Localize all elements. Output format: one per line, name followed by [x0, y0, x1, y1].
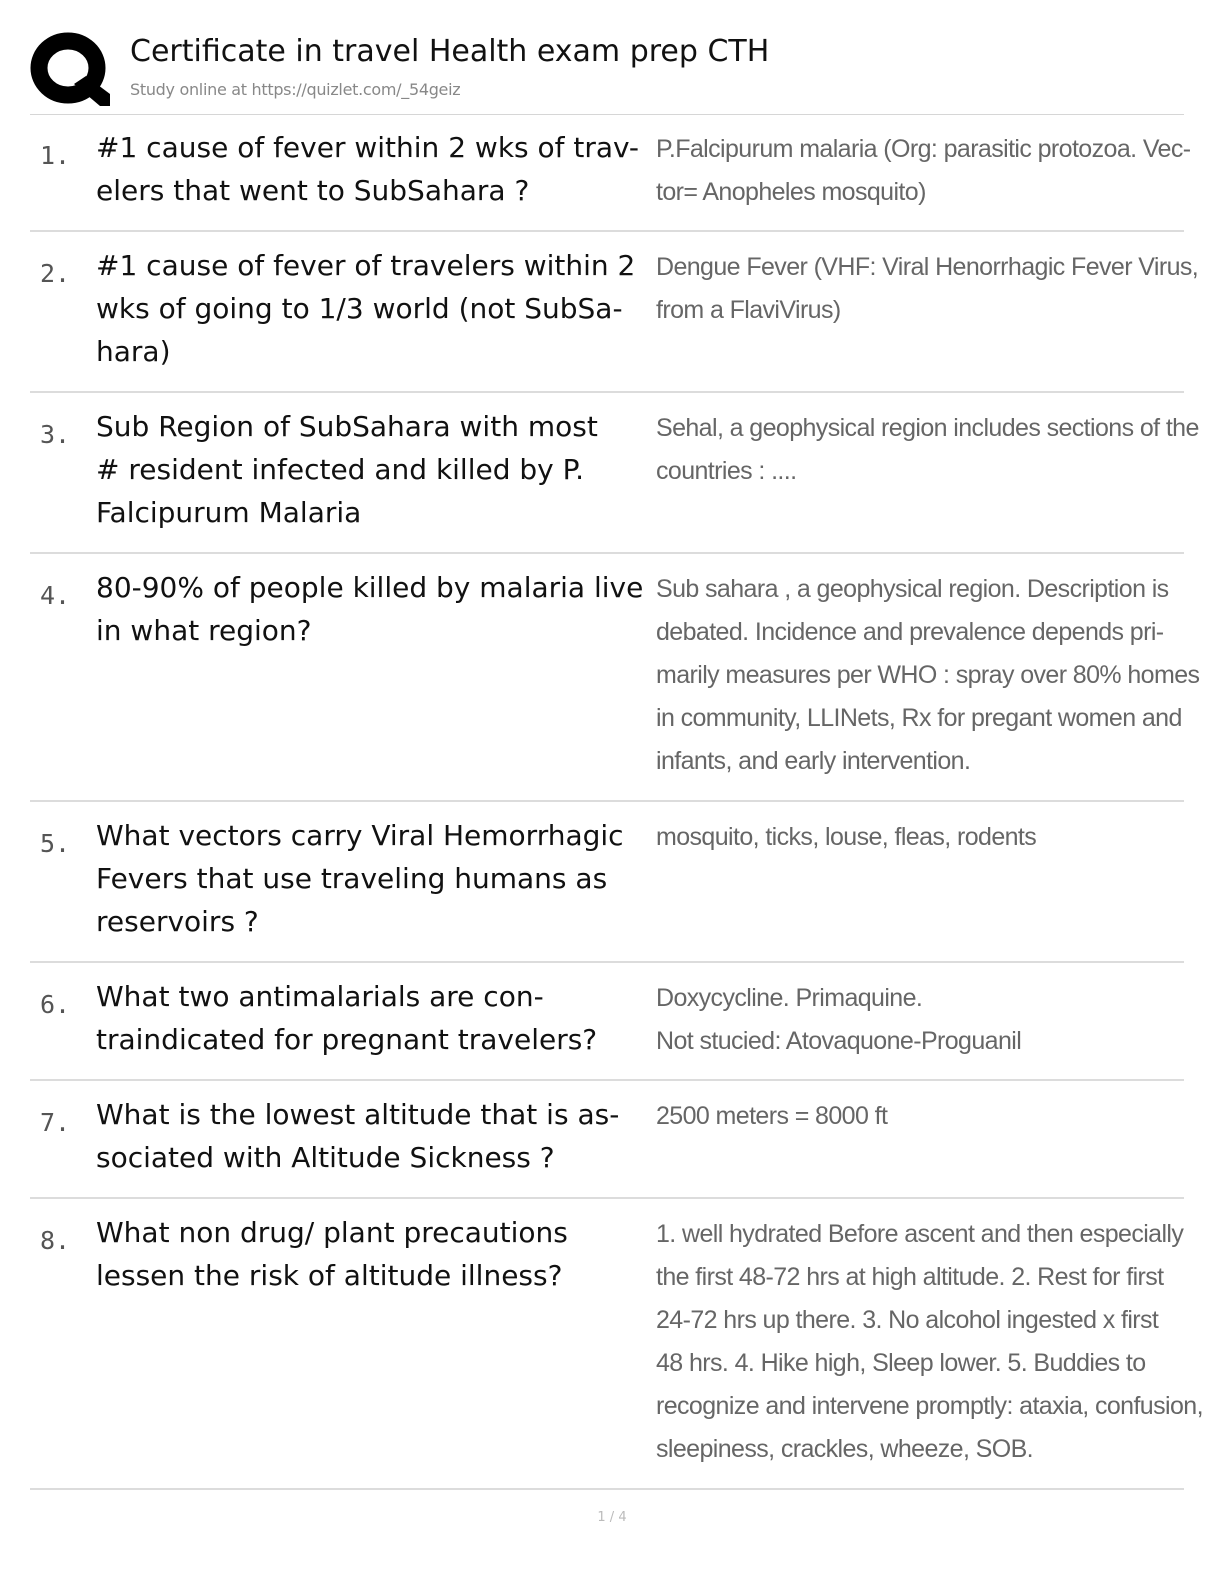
definition-line: infants, and early intervention.	[656, 747, 971, 775]
term-line: hara)	[96, 335, 171, 368]
term-line: Falcipurum Malaria	[96, 496, 362, 529]
term-line: traindicated for pregnant travelers?	[96, 1023, 598, 1056]
card-definition	[656, 816, 1176, 859]
card-number: 5.	[40, 829, 71, 858]
card-term	[96, 244, 652, 373]
term-line: What vectors carry Viral Hemorrhagic	[96, 819, 624, 852]
card-term	[96, 975, 652, 1061]
definition-line: 1. well hydrated Before ascent and then especially	[656, 1220, 1184, 1248]
definition-line: in community, LLINets, Rx for pregant women and	[656, 704, 1182, 732]
flashcard-row	[30, 1081, 1184, 1199]
card-number: 2.	[40, 259, 71, 288]
definition-line: countries : ....	[656, 457, 797, 485]
card-definition	[656, 1095, 1176, 1138]
term-line: reservoirs ?	[96, 905, 259, 938]
definition-line: tor= Anopheles mosquito)	[656, 178, 926, 206]
definition-line: Sub sahara , a geophysical region. Description is	[656, 575, 1169, 603]
card-definition	[656, 407, 1199, 493]
definition-line: sleepiness, crackles, wheeze, SOB.	[656, 1435, 1034, 1463]
flashcard-row	[30, 232, 1199, 393]
definition-line: Dengue Fever (VHF: Viral Henorrhagic Fever Virus,	[656, 253, 1199, 281]
definition-line: 24-72 hrs up there. 3. No alcohol ingested x first	[656, 1306, 1159, 1334]
card-number: 7.	[40, 1108, 71, 1137]
card-number: 3.	[40, 420, 71, 449]
page-title: Certificate in travel Health exam prep CTH	[130, 34, 770, 69]
term-line: wks of going to 1/3 world (not SubSa-	[96, 292, 623, 325]
flashcard-row	[30, 393, 1199, 554]
flashcard-list	[30, 114, 1203, 1490]
term-line: Sub Region of SubSahara with most	[96, 410, 598, 443]
term-line: Fevers that use traveling humans as	[96, 862, 608, 895]
definition-line: from a FlaviVirus)	[656, 296, 841, 324]
flashcard-row	[30, 802, 1184, 963]
page-number: 1 / 4	[597, 1510, 627, 1525]
card-term	[96, 566, 652, 652]
term-line: # resident infected and killed by P.	[96, 453, 585, 486]
card-definition	[656, 568, 1200, 783]
card-term	[96, 1093, 652, 1179]
quizlet-q-logo-icon	[30, 30, 110, 110]
card-term	[96, 405, 652, 534]
card-definition	[656, 128, 1191, 214]
definition-line: recognize and intervene promptly: ataxia, confusion,	[656, 1392, 1203, 1420]
term-line: What non drug/ plant precautions	[96, 1216, 568, 1249]
card-definition	[656, 1213, 1203, 1471]
term-line: #1 cause of fever within 2 wks of trav-	[96, 131, 639, 164]
term-line: sociated with Altitude Sickness ?	[96, 1141, 555, 1174]
card-definition	[656, 977, 1176, 1063]
term-line: in what region?	[96, 614, 312, 647]
flashcard-row	[30, 114, 1191, 232]
definition-line: the first 48-72 hrs at high altitude. 2. Rest for first	[656, 1263, 1164, 1291]
flashcard-row	[30, 1199, 1203, 1490]
term-line: elers that went to SubSahara ?	[96, 174, 530, 207]
study-online-link[interactable]: Study online at https://quizlet.com/_54geiz	[130, 80, 461, 99]
card-term	[96, 814, 652, 943]
card-number: 8.	[40, 1226, 71, 1255]
term-line: 80-90% of people killed by malaria live	[96, 571, 644, 604]
definition-line: debated. Incidence and prevalence depends pri-	[656, 618, 1164, 646]
definition-line: 2500 meters = 8000 ft	[656, 1102, 888, 1130]
term-line: What two antimalarials are con-	[96, 980, 544, 1013]
flashcard-row	[30, 963, 1184, 1081]
page-header	[30, 26, 1184, 115]
card-number: 4.	[40, 581, 71, 610]
definition-line: mosquito, ticks, louse, fleas, rodents	[656, 823, 1037, 851]
card-number: 6.	[40, 990, 71, 1019]
card-term	[96, 1211, 652, 1297]
flashcard-row	[30, 554, 1200, 802]
definition-line: Not stucied: Atovaquone-Proguanil	[656, 1027, 1022, 1055]
definition-line: 48 hrs. 4. Hike high, Sleep lower. 5. Buddies to	[656, 1349, 1146, 1377]
definition-line: marily measures per WHO : spray over 80% homes	[656, 661, 1200, 689]
term-line: What is the lowest altitude that is as-	[96, 1098, 620, 1131]
card-term	[96, 126, 652, 212]
definition-line: Doxycycline. Primaquine.	[656, 984, 923, 1012]
definition-line: Sehal, a geophysical region includes sections of the	[656, 414, 1199, 442]
definition-line: P.Falcipurum malaria (Org: parasitic protozoa. Vec-	[656, 135, 1191, 163]
term-line: #1 cause of fever of travelers within 2	[96, 249, 636, 282]
term-line: lessen the risk of altitude illness?	[96, 1259, 563, 1292]
card-number: 1.	[40, 141, 71, 170]
card-definition	[656, 246, 1199, 332]
